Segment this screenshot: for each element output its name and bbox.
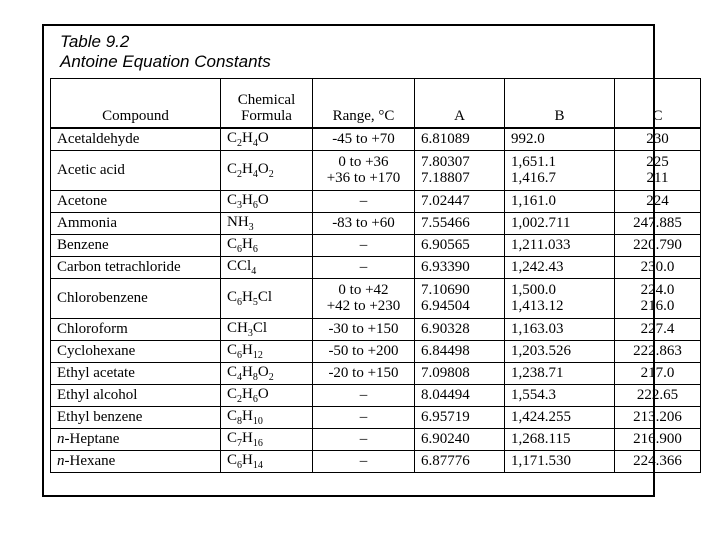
cell-range xyxy=(313,318,415,340)
formula-element: O xyxy=(257,364,269,380)
b-value: 1,424.255 xyxy=(511,409,571,425)
cell-c xyxy=(615,384,701,406)
cell-a xyxy=(415,340,505,362)
cell-a xyxy=(415,428,505,450)
cell-formula xyxy=(221,256,313,278)
cell-range xyxy=(313,212,415,234)
header-formula xyxy=(221,79,313,129)
c-value: 224.366 xyxy=(633,453,682,469)
b-value: 1,002.711 xyxy=(511,215,571,231)
a-value: 7.55466 xyxy=(421,215,470,231)
formula-subscript: 6 xyxy=(237,244,243,255)
formula-element: H xyxy=(242,130,253,147)
table-row xyxy=(51,450,701,472)
cell-formula xyxy=(221,190,313,212)
header-compound: Compound xyxy=(51,79,221,129)
cell-c xyxy=(615,362,701,384)
c-value: 217.0 xyxy=(640,365,675,381)
table-row xyxy=(51,340,701,362)
cell-range xyxy=(313,450,415,472)
formula-subscript: 2 xyxy=(268,169,274,180)
b-value: 1,161.0 xyxy=(511,193,556,209)
cell-range xyxy=(313,256,415,278)
cell-a xyxy=(415,256,505,278)
formula-subscript: 4 xyxy=(237,372,243,383)
header-b: B xyxy=(505,79,615,129)
cell-a xyxy=(415,318,505,340)
cell-compound xyxy=(51,278,221,318)
formula-element: H xyxy=(242,408,253,424)
cell-formula xyxy=(221,340,313,362)
a-value: 6.87776 xyxy=(421,453,470,469)
table-row xyxy=(51,256,701,278)
formula-element: C xyxy=(227,289,238,305)
range-value: – xyxy=(359,387,368,403)
cell-formula xyxy=(221,362,313,384)
b-value: 992.0 xyxy=(511,131,545,148)
cell-range xyxy=(313,278,415,318)
cell-a xyxy=(415,384,505,406)
cell-range xyxy=(313,150,415,190)
table-row xyxy=(51,234,701,256)
b-value: 1,171.530 xyxy=(511,453,571,469)
formula-subscript: 6 xyxy=(252,394,258,405)
antoine-table xyxy=(50,78,701,473)
cell-c xyxy=(615,340,701,362)
formula-element: C xyxy=(227,452,238,468)
a-value: 6.84498 xyxy=(421,343,470,359)
b-value: 1,238.71 xyxy=(511,365,564,381)
cell-compound xyxy=(51,128,221,150)
header-formula-line2: Formula xyxy=(241,108,292,124)
formula-subscript: 3 xyxy=(248,222,254,233)
range-value: -30 to +150 xyxy=(328,321,399,337)
formula-subscript: 3 xyxy=(237,200,243,211)
a-value: 7.09808 xyxy=(421,365,470,381)
formula-subscript: 6 xyxy=(252,244,258,255)
cell-formula xyxy=(221,428,313,450)
b-value: 1,203.526 xyxy=(511,343,571,359)
cell-range xyxy=(313,428,415,450)
table-row xyxy=(51,318,701,340)
compound-name: Ethyl benzene xyxy=(57,409,143,425)
cell-a xyxy=(415,406,505,428)
b-value: 1,242.43 xyxy=(511,259,564,275)
cell-compound xyxy=(51,384,221,406)
table-row xyxy=(51,384,701,406)
a-value: 7.80307 xyxy=(421,154,470,170)
cell-b xyxy=(505,128,615,150)
table-row xyxy=(51,362,701,384)
cell-b xyxy=(505,234,615,256)
formula-subscript: 6 xyxy=(237,297,243,308)
cell-b xyxy=(505,318,615,340)
cell-a xyxy=(415,212,505,234)
c-value: 213.206 xyxy=(633,409,682,425)
formula-element: C xyxy=(227,192,238,208)
cell-formula xyxy=(221,150,313,190)
formula-element: H xyxy=(242,236,253,252)
compound-name: Ammonia xyxy=(57,215,117,231)
cell-b xyxy=(505,256,615,278)
compound-name: Chlorobenzene xyxy=(57,290,148,306)
b-value: 1,268.115 xyxy=(511,431,571,447)
a-value: 6.95719 xyxy=(421,409,470,425)
b-value: 1,413.12 xyxy=(511,298,564,314)
c-value: 216.900 xyxy=(633,431,682,447)
cell-c xyxy=(615,428,701,450)
formula-element: H xyxy=(242,430,253,446)
cell-compound xyxy=(51,428,221,450)
c-value: 225 xyxy=(646,154,669,170)
header-formula-line1: Chemical xyxy=(237,92,296,108)
cell-compound xyxy=(51,190,221,212)
header-c: C xyxy=(615,79,701,129)
compound-name: Ethyl acetate xyxy=(57,365,135,381)
formula-element: C xyxy=(227,161,238,177)
formula-subscript: 10 xyxy=(252,416,263,427)
formula-subscript: 14 xyxy=(252,460,263,471)
formula-element: O xyxy=(257,130,269,147)
cell-b xyxy=(505,278,615,318)
cell-a xyxy=(415,190,505,212)
formula-subscript: 4 xyxy=(251,266,257,277)
table-row xyxy=(51,128,701,150)
cell-c xyxy=(615,190,701,212)
cell-range xyxy=(313,128,415,150)
header-row xyxy=(51,79,701,129)
cell-c xyxy=(615,234,701,256)
cell-range xyxy=(313,406,415,428)
b-value: 1,211.033 xyxy=(511,237,571,253)
range-value: – xyxy=(359,453,368,469)
formula-element: Cl xyxy=(257,289,273,305)
caption-title: Antoine Equation Constants xyxy=(60,52,271,71)
cell-b xyxy=(505,190,615,212)
cell-formula xyxy=(221,450,313,472)
cell-a xyxy=(415,234,505,256)
formula-subscript: 4 xyxy=(252,138,258,150)
cell-a xyxy=(415,450,505,472)
a-value: 6.93390 xyxy=(421,259,470,275)
table-row xyxy=(51,278,701,318)
range-value: -50 to +200 xyxy=(328,343,399,359)
cell-range xyxy=(313,190,415,212)
cell-range xyxy=(313,340,415,362)
a-value: 6.90565 xyxy=(421,237,470,253)
compound-prefix: n xyxy=(57,453,65,469)
formula-element: C xyxy=(227,386,238,402)
c-value: 224.0 xyxy=(640,282,675,298)
header-a: A xyxy=(415,79,505,129)
cell-b xyxy=(505,450,615,472)
compound-name: Benzene xyxy=(57,237,109,253)
cell-c xyxy=(615,212,701,234)
a-value: 7.18807 xyxy=(421,170,470,186)
b-value: 1,416.7 xyxy=(511,170,556,186)
compound-prefix: n xyxy=(57,431,65,447)
formula-element: CCl xyxy=(227,258,252,274)
c-value: 247.885 xyxy=(633,215,682,231)
cell-b xyxy=(505,212,615,234)
formula-element: Cl xyxy=(252,320,268,336)
cell-compound xyxy=(51,234,221,256)
compound-name: Chloroform xyxy=(57,321,128,337)
formula-subscript: 8 xyxy=(237,416,243,427)
table-row xyxy=(51,406,701,428)
cell-formula xyxy=(221,234,313,256)
table-row xyxy=(51,212,701,234)
b-value: 1,554.3 xyxy=(511,387,556,403)
cell-c xyxy=(615,450,701,472)
a-value: 6.81089 xyxy=(421,131,470,148)
cell-a xyxy=(415,150,505,190)
cell-a xyxy=(415,278,505,318)
formula-element: H xyxy=(242,386,253,402)
cell-compound xyxy=(51,362,221,384)
range-value: +36 to +170 xyxy=(326,170,401,186)
formula-element: C xyxy=(227,408,238,424)
formula-subscript: 7 xyxy=(237,438,243,449)
formula-subscript: 6 xyxy=(252,200,258,211)
formula-subscript: 4 xyxy=(252,169,258,180)
compound-name: Acetaldehyde xyxy=(57,131,140,148)
caption-number: Table 9.2 xyxy=(60,32,130,51)
formula-element: CH xyxy=(227,320,248,336)
c-value: 230.0 xyxy=(640,259,675,275)
cell-c xyxy=(615,278,701,318)
formula-element: NH xyxy=(227,214,249,230)
range-value: – xyxy=(359,259,368,275)
c-value: 227.4 xyxy=(640,321,675,337)
compound-name: Acetic acid xyxy=(57,162,125,178)
c-value: 222.65 xyxy=(636,387,679,403)
table-row xyxy=(51,190,701,212)
b-value: 1,163.03 xyxy=(511,321,564,337)
cell-range xyxy=(313,362,415,384)
formula-subscript: 6 xyxy=(237,460,243,471)
cell-compound xyxy=(51,450,221,472)
table-row xyxy=(51,428,701,450)
a-value: 6.90328 xyxy=(421,321,470,337)
table-row xyxy=(51,150,701,190)
formula-subscript: 2 xyxy=(237,138,243,150)
a-value: 6.94504 xyxy=(421,298,470,314)
c-value: 211 xyxy=(646,170,669,186)
formula-subscript: 2 xyxy=(268,372,274,383)
compound-name: Acetone xyxy=(57,193,107,209)
compound-name: Cyclohexane xyxy=(57,343,136,359)
a-value: 7.02447 xyxy=(421,193,470,209)
cell-compound xyxy=(51,256,221,278)
cell-formula xyxy=(221,212,313,234)
formula-subscript: 8 xyxy=(252,372,258,383)
a-value: 6.90240 xyxy=(421,431,470,447)
formula-element: O xyxy=(257,386,269,402)
compound-name: -Hexane xyxy=(64,453,116,469)
cell-c xyxy=(615,256,701,278)
cell-formula xyxy=(221,384,313,406)
formula-element: C xyxy=(227,130,238,147)
range-value: 0 to +36 xyxy=(338,154,389,170)
formula-element: C xyxy=(227,236,238,252)
a-value: 8.04494 xyxy=(421,387,470,403)
range-value: – xyxy=(359,431,368,447)
formula-element: H xyxy=(242,289,253,305)
cell-c xyxy=(615,150,701,190)
formula-element: H xyxy=(242,364,253,380)
formula-subscript: 2 xyxy=(237,169,243,180)
range-value: – xyxy=(359,409,368,425)
range-value: -20 to +150 xyxy=(328,365,399,381)
cell-compound xyxy=(51,150,221,190)
formula-subscript: 12 xyxy=(252,350,263,361)
cell-compound xyxy=(51,212,221,234)
range-value: – xyxy=(359,237,368,253)
formula-subscript: 5 xyxy=(252,297,258,308)
cell-formula xyxy=(221,406,313,428)
formula-subscript: 16 xyxy=(252,438,263,449)
table-caption xyxy=(60,32,271,72)
formula-element: C xyxy=(227,364,238,380)
formula-subscript: 6 xyxy=(237,350,243,361)
cell-b xyxy=(505,384,615,406)
formula-element: H xyxy=(242,192,253,208)
cell-a xyxy=(415,128,505,150)
c-value: 220.790 xyxy=(633,237,682,253)
cell-formula xyxy=(221,128,313,150)
c-value: 216.0 xyxy=(640,298,675,314)
formula-subscript: 2 xyxy=(237,394,243,405)
range-value: – xyxy=(359,193,368,209)
range-value: 0 to +42 xyxy=(338,282,389,298)
formula-element: C xyxy=(227,430,238,446)
compound-name: -Heptane xyxy=(64,431,120,447)
formula-element: O xyxy=(257,161,269,177)
cell-b xyxy=(505,428,615,450)
b-value: 1,500.0 xyxy=(511,282,556,298)
range-value: -45 to +70 xyxy=(332,131,395,148)
compound-name: Carbon tetrachloride xyxy=(57,259,181,275)
cell-compound xyxy=(51,406,221,428)
cell-a xyxy=(415,362,505,384)
table-body xyxy=(51,128,701,472)
cell-b xyxy=(505,406,615,428)
cell-formula xyxy=(221,318,313,340)
c-value: 222.863 xyxy=(633,343,682,359)
cell-c xyxy=(615,128,701,150)
cell-compound xyxy=(51,318,221,340)
formula-element: H xyxy=(242,452,253,468)
c-value: 230 xyxy=(646,131,669,148)
cell-b xyxy=(505,340,615,362)
cell-compound xyxy=(51,340,221,362)
header-range: Range, °C xyxy=(313,79,415,129)
range-value: +42 to +230 xyxy=(326,298,401,314)
cell-range xyxy=(313,234,415,256)
range-value: -83 to +60 xyxy=(332,215,395,231)
formula-element: H xyxy=(242,342,253,358)
a-value: 7.10690 xyxy=(421,282,470,298)
formula-element: C xyxy=(227,342,238,358)
cell-b xyxy=(505,362,615,384)
formula-element: O xyxy=(257,192,269,208)
cell-c xyxy=(615,318,701,340)
c-value: 224 xyxy=(646,193,669,209)
formula-subscript: 3 xyxy=(247,328,253,339)
cell-formula xyxy=(221,278,313,318)
cell-c xyxy=(615,406,701,428)
cell-b xyxy=(505,150,615,190)
cell-range xyxy=(313,384,415,406)
compound-name: Ethyl alcohol xyxy=(57,387,138,403)
b-value: 1,651.1 xyxy=(511,154,556,170)
formula-element: H xyxy=(242,161,253,177)
